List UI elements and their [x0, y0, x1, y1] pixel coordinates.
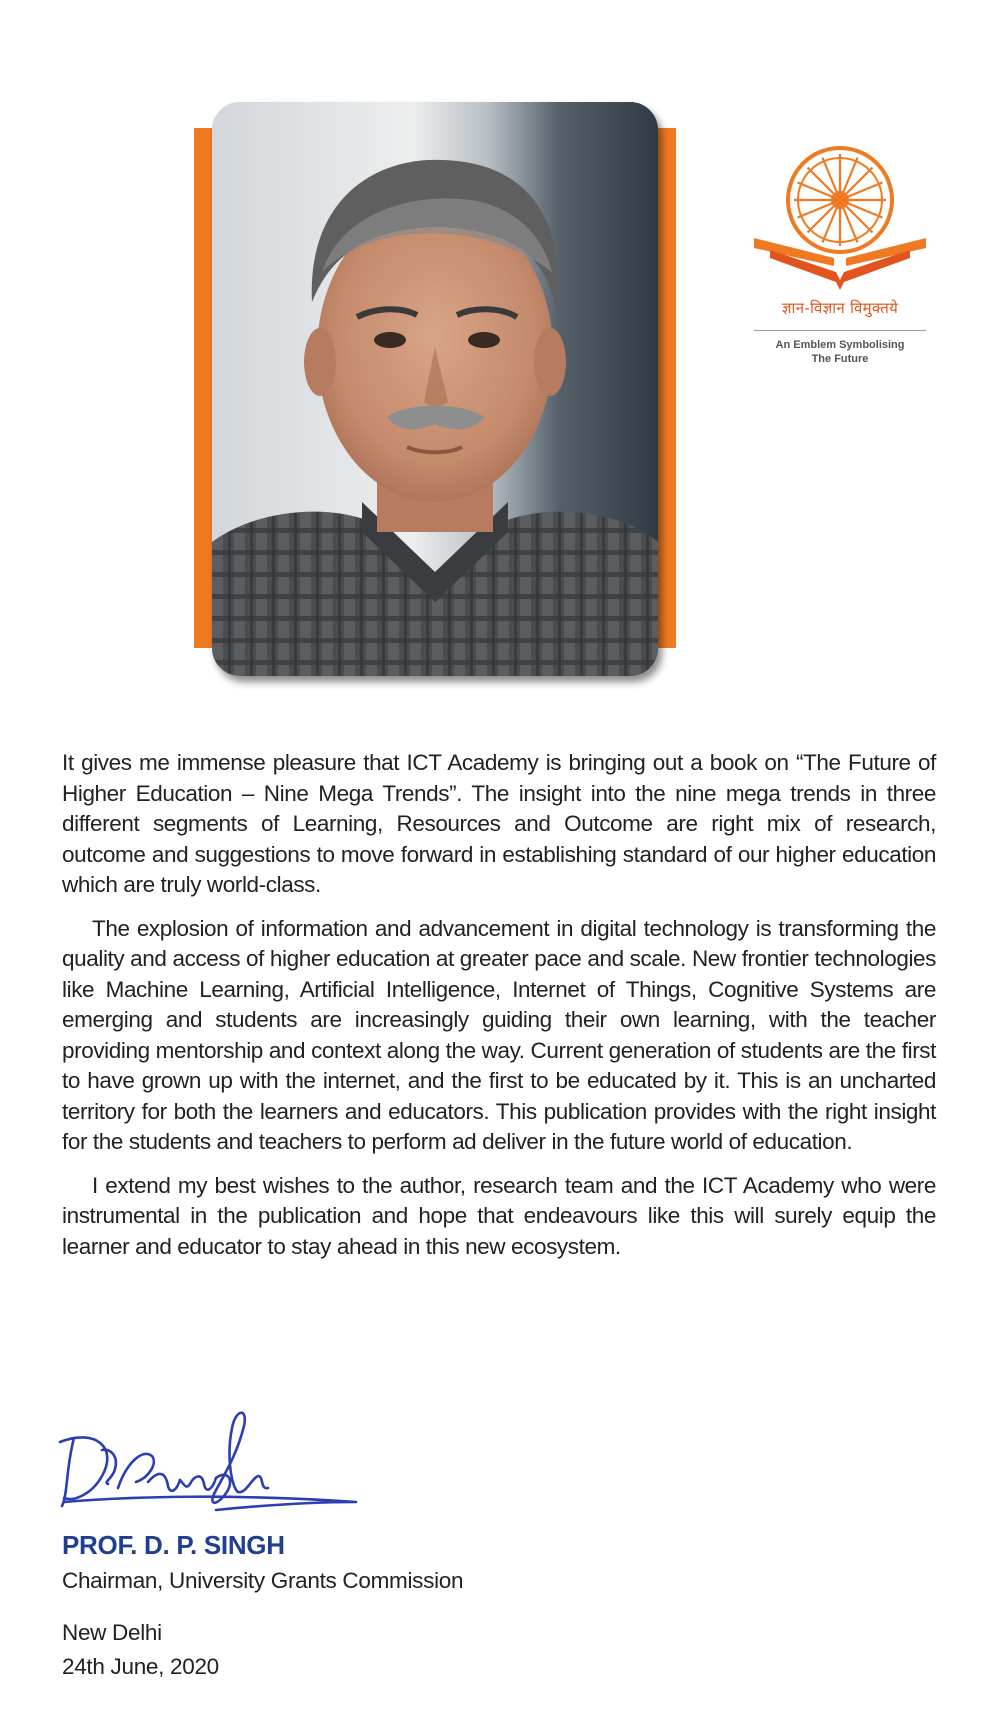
letter-paragraph-1: It gives me immense pleasure that ICT Academy is bringing out a book on “The Future of Higher Education – Nine Mega Trends”. The insight into the nine mega trends in three different segments of Learning, Resources and Outcome are right mix of research, outcome and suggestions to move forward in establishing standard of our higher education which are truly world-class. — [62, 750, 936, 897]
signatory-date: 24th June, 2020 — [62, 1654, 219, 1679]
signatory-title: Chairman, University Grants Commission — [62, 1568, 464, 1593]
emblem-caption-line-2: The Future — [811, 353, 869, 365]
portrait-photo — [212, 102, 658, 676]
emblem-motto: ज्ञान-विज्ञान विमुक्तये — [781, 299, 899, 317]
emblem-caption-line-1: An Emblem Symbolising — [775, 339, 905, 351]
handwritten-signature-icon — [56, 1398, 386, 1528]
emblem-divider — [754, 330, 926, 331]
signature — [56, 1398, 386, 1528]
letter-paragraph-3: I extend my best wishes to the author, research team and the ICT Academy who were instrumental in the publication and hope that endeavours like this will surely equip the learner and educator to stay ahead in this new ecosystem. — [62, 1172, 936, 1259]
emblem-chakra-book-icon — [750, 140, 930, 300]
signatory-place: New Delhi — [62, 1620, 162, 1645]
ugc-emblem — [750, 140, 930, 370]
letter-body — [62, 748, 936, 1275]
portrait-illustration — [212, 102, 658, 676]
letter-paragraph-2: The explosion of information and advancement in digital technology is transforming the quality and access of higher education at greater pace and scale. New frontier technologies like Machine Learning, Artificial Intelligence, Internet of Things, Cognitive Systems are emerging and students are increasingly guiding their own learning, with the teacher providing mentorship and context along the way. Current generation of students are the first to have grown up with the internet, and the first to be educated by it. This is an uncharted territory for both the learners and educators. This publication provides with the right insight for the students and teachers to perform ad deliver in the future world of education. — [62, 915, 936, 1154]
signatory-name: PROF. D. P. SINGH — [62, 1530, 285, 1560]
emblem-caption — [750, 338, 930, 366]
